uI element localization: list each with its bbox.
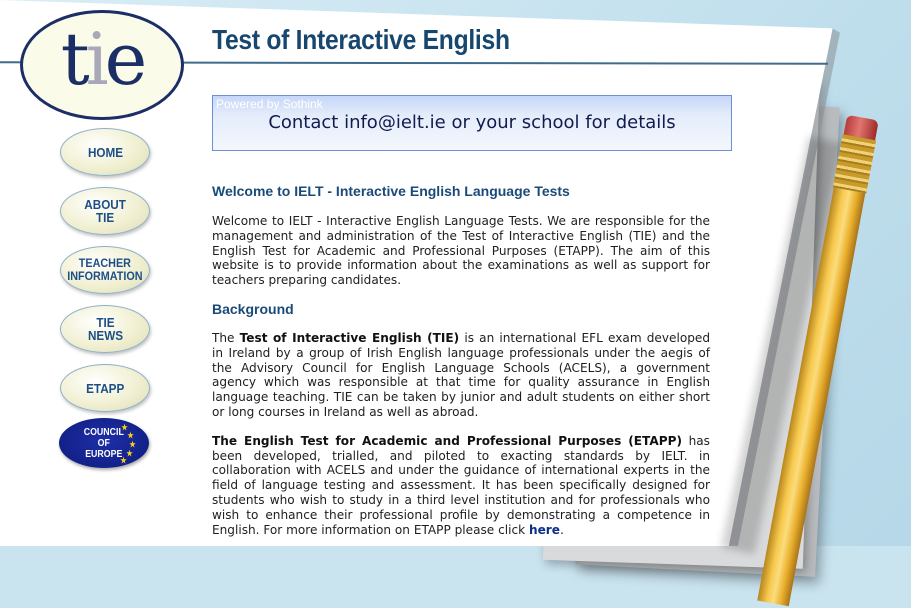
contact-banner[interactable] xyxy=(212,95,732,151)
contact-text: Contact info@ielt.ie or your school for details xyxy=(268,112,676,133)
star-icon: ★ xyxy=(121,423,128,432)
nav-about-tie-label: ABOUT TIE xyxy=(84,197,126,225)
star-icon: ★ xyxy=(120,456,127,465)
main-content xyxy=(212,182,710,551)
welcome-paragraph: Welcome to IELT - Interactive English Language Tests. We are responsible for the management and administration of the Test of Interactive English (TIE) and the English Test for Academic and Professional Purposes (ETAPP). The aim of this website is to provide information about the examinations as well as support for teachers preparing candidates. xyxy=(212,214,710,288)
tie-logo[interactable] xyxy=(20,10,184,120)
star-icon: ★ xyxy=(127,431,134,440)
nav-council-of-europe-button[interactable] xyxy=(59,418,149,468)
nav-teacher-information-label: TEACHER INFORMATION xyxy=(67,256,143,283)
nav-tie-news-label: TIE NEWS xyxy=(87,315,123,343)
etapp-paragraph xyxy=(212,434,710,538)
pencil-ferrule xyxy=(833,134,876,193)
page-title: Test of Interactive English xyxy=(212,24,510,55)
welcome-heading: Welcome to IELT - Interactive English Language Tests xyxy=(212,183,570,199)
logo-text: tie xyxy=(60,17,144,101)
nav-home-label: HOME xyxy=(87,144,123,160)
etapp-name: The English Test for Academic and Professional Purposes (ETAPP) xyxy=(212,433,682,448)
etapp-here-link[interactable]: here xyxy=(528,522,560,537)
nav-tie-news-button[interactable] xyxy=(60,305,150,353)
powered-by-text: Powered by Sothink xyxy=(216,97,323,111)
nav-home-button[interactable] xyxy=(60,128,150,176)
nav-etapp-button[interactable] xyxy=(60,364,150,412)
tie-paragraph xyxy=(212,331,710,420)
nav-teacher-information-button[interactable] xyxy=(60,246,150,294)
etapp-period: . xyxy=(559,522,564,537)
tie-intro-text: The xyxy=(212,330,240,345)
tie-description: is an international EFL exam developed in Ireland by a group of Irish English language professionals under the aegis of the Advisory Council for English Language Schools (ACELS), a government agency which was responsible at that time for quality assurance in English language teaching. TIE can be taken by junior and adult students on either short or long courses in Ireland as well as abroad. xyxy=(212,330,711,419)
tie-name: Test of Interactive English (TIE) xyxy=(239,330,460,345)
etapp-description: has been developed, trialled, and piloted to exacting standards by IELT. in collaboration with ACELS and under the guidance of international experts in the field of language testing and assessment. It has been specifically designed for students who wish to study in a third level institution and for professionals who wish to enhance their professional profile by demonstrating a competence in English. For more information on ETAPP please click xyxy=(212,433,710,537)
nav-etapp-label: ETAPP xyxy=(85,380,125,396)
star-icon: ★ xyxy=(126,449,133,458)
background-heading: Background xyxy=(212,300,294,317)
nav-council-of-europe-label: COUNCIL OF EUROPE xyxy=(83,426,125,460)
nav-about-tie-button[interactable] xyxy=(60,187,150,235)
star-icon: ★ xyxy=(129,440,136,449)
